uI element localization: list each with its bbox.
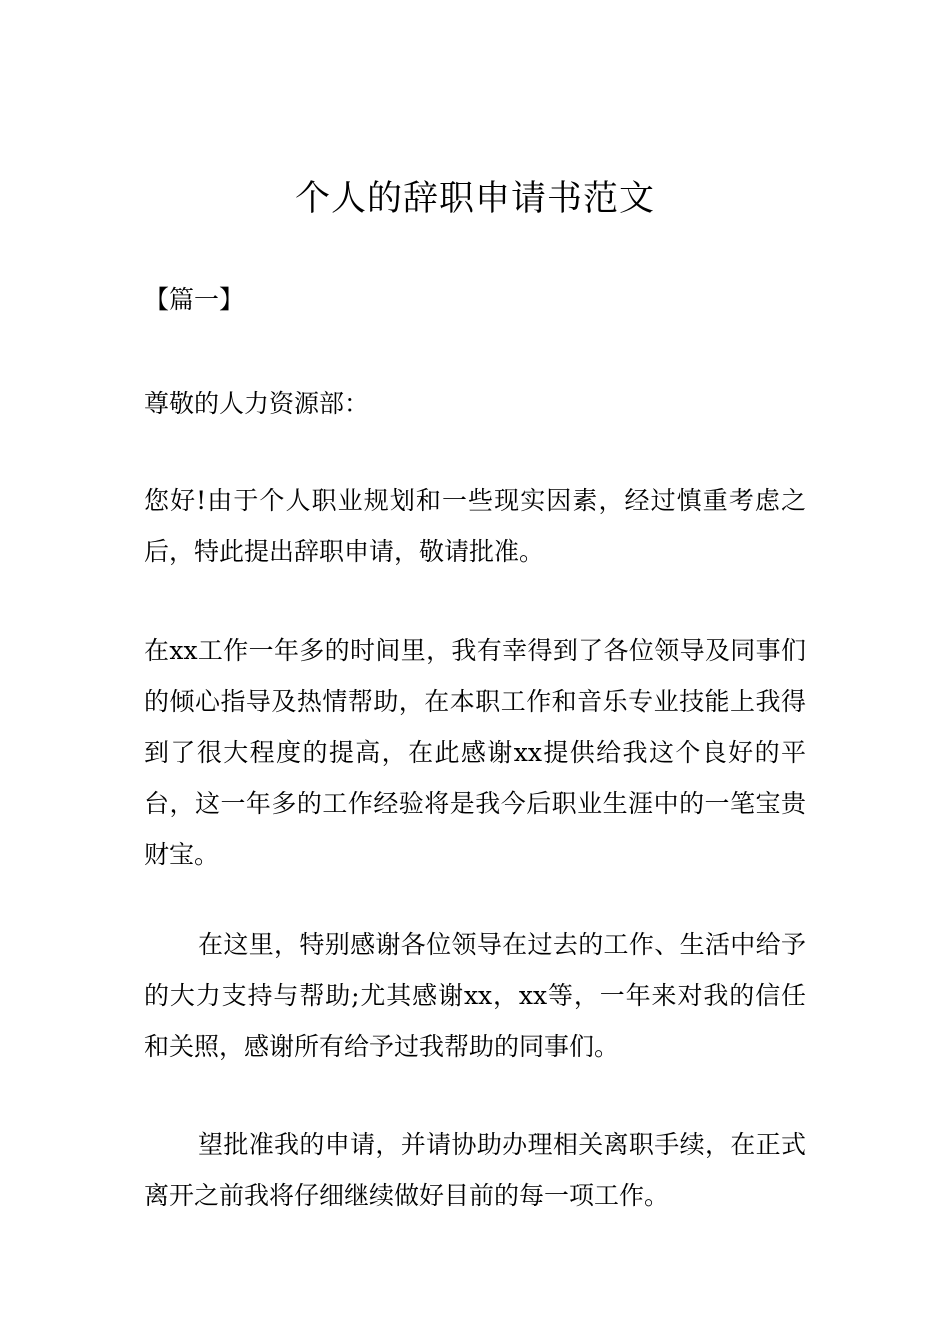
paragraph-thanks: 在这里，特别感谢各位领导在过去的工作、生活中给予的大力支持与帮助;尤其感谢xx，xx等，一年来对我的信任和关照，感谢所有给予过我帮助的同事们。 — [144, 930, 806, 1061]
page-title: 个人的辞职申请书范文 — [294, 179, 655, 219]
salutation: 尊敬的人力资源部： — [144, 389, 370, 418]
paragraph-greeting: 您好!由于个人职业规划和一些现实因素，经过慎重考虑之后，特此提出辞职申请，敬请批准。 — [144, 486, 806, 566]
paragraph-request: 望批准我的申请，并请协助办理相关离职手续，在正式离开之前我将仔细继续做好目前的每一项工作。 — [144, 1130, 806, 1210]
section-label: 【篇一】 — [144, 285, 245, 314]
paragraph-experience: 在xx工作一年多的时间里，我有幸得到了各位领导及同事们的倾心指导及热情帮助，在本职工作和音乐专业技能上我得到了很大程度的提高，在此感谢xx提供给我这个良好的平台，这一年多的工作经验将是我今后职业生涯中的一笔宝贵财宝。 — [144, 636, 806, 869]
